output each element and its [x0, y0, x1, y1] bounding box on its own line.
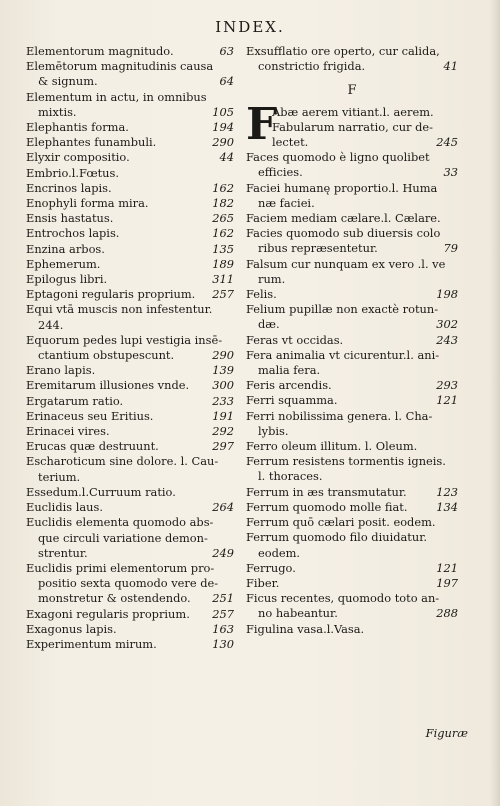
- entry-text: lectet.: [272, 135, 309, 150]
- index-entry: [246, 454, 458, 469]
- index-entry: [246, 424, 458, 439]
- entry-page-number: 297: [212, 439, 234, 454]
- entry-page-number: [230, 454, 234, 469]
- entry-page-number: 290: [212, 135, 234, 150]
- entry-page-number: 302: [436, 317, 458, 332]
- index-entry: [26, 439, 234, 454]
- index-entry: [26, 302, 234, 317]
- entry-text: Ferrum resistens tormentis igneis.: [246, 454, 446, 469]
- index-entry: [246, 241, 458, 256]
- entry-text: Felium pupillæ non exactè rotun-: [246, 302, 439, 317]
- entry-text: Ferro oleum illitum. l. Oleum.: [246, 439, 418, 454]
- index-entry: [246, 439, 458, 454]
- index-entry: [246, 409, 458, 424]
- entry-page-number: [454, 622, 458, 637]
- entry-text: dæ.: [258, 317, 280, 332]
- index-entry: [26, 531, 234, 546]
- index-entry: [26, 226, 234, 241]
- index-entry: [26, 211, 234, 226]
- entry-text: Exagonus lapis.: [26, 621, 117, 636]
- index-entry: [26, 363, 234, 378]
- index-entry: [26, 485, 234, 500]
- entry-text: Euclidis laus.: [26, 500, 103, 515]
- index-entry: [26, 90, 234, 105]
- entry-page-number: 311: [212, 272, 234, 287]
- index-entry: [246, 378, 458, 393]
- entry-text: Experimentum mirum.: [26, 636, 157, 651]
- section-letter: F: [347, 83, 357, 99]
- index-entry: [26, 333, 234, 348]
- entry-text: ribus repræsentetur.: [258, 241, 378, 256]
- entry-text: rum.: [258, 271, 286, 286]
- entry-text: Elementum in actu, in omnibus: [26, 89, 207, 104]
- entry-text: Abæ aerem vitiant.l. aerem.: [272, 104, 434, 119]
- index-entry: [26, 59, 234, 74]
- entry-page-number: 79: [443, 241, 458, 256]
- entry-page-number: 251: [212, 591, 234, 606]
- entry-page-number: 162: [212, 226, 234, 241]
- entry-page-number: 121: [436, 393, 458, 408]
- entry-page-number: [230, 166, 234, 181]
- page-edge-shadow: [490, 0, 500, 806]
- entry-text: Elephantes funambuli.: [26, 135, 157, 150]
- entry-text: Eptagoni regularis proprium.: [26, 287, 196, 302]
- entry-page-number: 139: [212, 363, 234, 378]
- index-entry: [26, 409, 234, 424]
- index-entry: [246, 485, 458, 500]
- entry-text: lybis.: [258, 423, 289, 438]
- index-entry: [246, 591, 458, 606]
- entry-text: Epilogus libri.: [26, 272, 108, 287]
- entry-page-number: 243: [436, 332, 458, 347]
- index-entry: [26, 242, 234, 257]
- entry-page-number: [454, 181, 458, 196]
- entry-text: Ephemerum.: [26, 256, 101, 271]
- right-column: [246, 44, 458, 637]
- index-entry: [246, 622, 458, 637]
- entry-page-number: [454, 226, 458, 241]
- index-entry: [246, 226, 458, 241]
- entry-text: Ficus recentes, quomodo toto an-: [246, 591, 440, 606]
- entry-text: Faciei humanę proportio.l. Huma: [246, 180, 438, 195]
- entry-page-number: 198: [436, 287, 458, 302]
- entry-page-number: 182: [212, 196, 234, 211]
- entry-text: Ferrum in æs transmutatur.: [246, 484, 407, 499]
- entry-page-number: 249: [212, 545, 234, 560]
- entry-page-number: [454, 105, 458, 120]
- index-entry: [26, 166, 234, 181]
- entry-text: malia fera.: [258, 363, 321, 378]
- entry-text: efficies.: [258, 165, 303, 180]
- entry-text: Elementorum magnitudo.: [26, 44, 174, 58]
- entry-text: Elephantis forma.: [26, 120, 129, 135]
- index-entry: [246, 317, 458, 332]
- entry-page-number: 197: [436, 575, 458, 590]
- entry-text: Elemētorum magnitudinis causa: [26, 59, 214, 74]
- index-entry: [26, 394, 234, 409]
- entry-page-number: [230, 90, 234, 105]
- index-entry: [26, 546, 234, 561]
- entry-page-number: 257: [212, 287, 234, 302]
- entry-page-number: [454, 454, 458, 469]
- index-entry: [26, 591, 234, 606]
- entry-page-number: 264: [212, 500, 234, 515]
- entry-text: no habeantur.: [258, 606, 338, 621]
- entry-text: Enzina arbos.: [26, 241, 105, 256]
- entry-text: terium.: [38, 469, 81, 484]
- index-entry: [246, 606, 458, 621]
- entry-page-number: 194: [212, 120, 234, 135]
- index-entry: [246, 333, 458, 348]
- index-entry: [26, 196, 234, 211]
- entry-text: 244.: [38, 317, 64, 332]
- entry-text: Faciem mediam cælare.l. Cælare.: [246, 211, 441, 226]
- entry-text: mixtis.: [38, 104, 77, 119]
- entry-text: Embrio.l.Fœtus.: [26, 165, 119, 180]
- entry-page-number: 105: [212, 104, 234, 119]
- entry-text: Essedum.l.Curruum ratio.: [26, 484, 176, 499]
- entry-page-number: 123: [436, 484, 458, 499]
- entry-text: Erinaceus seu Eritius.: [26, 408, 154, 423]
- index-entry: [26, 622, 234, 637]
- index-entry: [272, 135, 458, 150]
- entry-page-number: 265: [212, 211, 234, 226]
- entry-page-number: 257: [212, 606, 234, 621]
- entry-text: Entrochos lapis.: [26, 226, 120, 241]
- index-entry: [246, 59, 458, 74]
- index-entry: [26, 378, 234, 393]
- entry-text: Faces quomodo è ligno quolibet: [246, 150, 430, 165]
- running-header: INDEX.: [215, 18, 285, 36]
- index-entry: [26, 576, 234, 591]
- entry-text: strentur.: [38, 545, 88, 560]
- entry-text: Encrinos lapis.: [26, 180, 112, 195]
- entry-page-number: [454, 439, 458, 454]
- entry-page-number: 64: [219, 74, 234, 89]
- index-entry: [272, 105, 458, 120]
- entry-page-number: [454, 44, 458, 59]
- entry-text: Erano lapis.: [26, 363, 96, 378]
- entry-text: Ferrum quomodo filo diuidatur.: [246, 530, 428, 545]
- index-entry: [246, 196, 458, 211]
- dropcap-block: [246, 98, 458, 151]
- entry-text: Ensis hastatus.: [26, 211, 114, 226]
- entry-text: Facies quomodo sub diuersis colo: [246, 226, 441, 241]
- index-entry: [26, 515, 234, 530]
- index-entry: [26, 44, 234, 59]
- entry-text: næ faciei.: [258, 195, 315, 210]
- entry-page-number: 135: [212, 241, 234, 256]
- entry-text: Exagoni regularis proprium.: [26, 606, 190, 621]
- index-entry: [246, 272, 458, 287]
- entry-text: Ferrum quō cælari posit. eodem.: [246, 515, 436, 530]
- entry-page-number: 293: [436, 378, 458, 393]
- left-column: [26, 44, 234, 652]
- entry-page-number: [230, 59, 234, 74]
- index-entry: [26, 637, 234, 652]
- entry-text: & signum.: [38, 74, 98, 89]
- entry-text: Ergatarum ratio.: [26, 393, 124, 408]
- index-entry: [26, 470, 234, 485]
- catchword: Figuræ: [425, 726, 468, 740]
- entry-page-number: 292: [212, 424, 234, 439]
- entry-text: Feris arcendis.: [246, 378, 332, 393]
- index-entry: [246, 211, 458, 226]
- index-entry: [26, 272, 234, 287]
- entry-text: Ferrugo.: [246, 560, 296, 575]
- entry-text: Figulina vasa.l.Vasa.: [246, 621, 365, 636]
- entry-text: eodem.: [258, 545, 301, 560]
- index-entry: [26, 454, 234, 469]
- entry-text: Erinacei vires.: [26, 424, 110, 439]
- entry-page-number: 44: [219, 150, 234, 165]
- entry-text: Euclidis primi elementorum pro-: [26, 560, 215, 575]
- entry-text: Felis.: [246, 287, 277, 302]
- entry-page-number: [454, 150, 458, 165]
- index-entry: [246, 576, 458, 591]
- index-entry: [26, 181, 234, 196]
- index-entry: [26, 348, 234, 363]
- dropcap-lines: [272, 105, 458, 151]
- index-entry: [246, 165, 458, 180]
- entry-page-number: [230, 302, 234, 317]
- entry-text: Eremitarum illusiones vnde.: [26, 378, 190, 393]
- entry-text: Enophyli forma mira.: [26, 196, 149, 211]
- right-top-entries: [246, 44, 458, 74]
- entry-page-number: [454, 591, 458, 606]
- entry-page-number: [230, 561, 234, 576]
- entry-page-number: 290: [212, 348, 234, 363]
- entry-page-number: 33: [443, 165, 458, 180]
- index-entry: [246, 287, 458, 302]
- entry-text: l. thoraces.: [258, 469, 323, 484]
- entry-text: Erucas quæ destruunt.: [26, 439, 159, 454]
- index-entry: [26, 135, 234, 150]
- index-entry: [246, 561, 458, 576]
- index-entry: [26, 257, 234, 272]
- entry-text: Feras vt occidas.: [246, 332, 344, 347]
- entry-text: Falsum cur nunquam ex vero .l. ve: [246, 256, 446, 271]
- index-entry: [246, 363, 458, 378]
- entry-text: Elyxir compositio.: [26, 150, 130, 165]
- entry-text: Fabularum narratio, cur de-: [272, 119, 433, 134]
- entry-page-number: [454, 211, 458, 226]
- entry-page-number: [454, 530, 458, 545]
- entry-text: positio sexta quomodo vere de-: [38, 576, 219, 591]
- entry-page-number: 288: [436, 606, 458, 621]
- entry-page-number: [454, 409, 458, 424]
- entry-page-number: 245: [436, 135, 458, 150]
- entry-page-number: 41: [443, 59, 458, 74]
- entry-text: Ferri nobilissima genera. l. Cha-: [246, 408, 433, 423]
- index-entry: [246, 348, 458, 363]
- index-entry: [26, 120, 234, 135]
- index-entry: [246, 44, 458, 59]
- index-entry: [246, 469, 458, 484]
- index-entry: [26, 561, 234, 576]
- index-entry: [272, 120, 458, 135]
- entry-page-number: [454, 515, 458, 530]
- entry-text: Fera animalia vt cicurentur.l. ani-: [246, 347, 440, 362]
- entry-page-number: 63: [219, 44, 234, 58]
- index-entry: [26, 74, 234, 89]
- index-entry: [26, 424, 234, 439]
- entry-text: Equi vtā muscis non infestentur.: [26, 302, 213, 317]
- index-entry: [26, 287, 234, 302]
- entry-text: Ferri squamma.: [246, 393, 338, 408]
- index-entry: [246, 546, 458, 561]
- entry-page-number: [454, 302, 458, 317]
- entry-text: Exsufflatio ore operto, cur calida,: [246, 44, 440, 58]
- index-entry: [26, 150, 234, 165]
- entry-page-number: 300: [212, 378, 234, 393]
- index-entry: [246, 181, 458, 196]
- index-entry: [246, 302, 458, 317]
- entry-page-number: 134: [436, 499, 458, 514]
- entry-page-number: [454, 257, 458, 272]
- index-entry: [246, 393, 458, 408]
- index-entry: [26, 500, 234, 515]
- entry-text: Ferrum quomodo molle fiat.: [246, 499, 408, 514]
- entry-text: Escharoticum sine dolore. l. Cau-: [26, 454, 219, 469]
- right-column-entries: [246, 150, 458, 637]
- entry-text: Euclidis elementa quomodo abs-: [26, 515, 214, 530]
- entry-page-number: 189: [212, 256, 234, 271]
- entry-page-number: [454, 120, 458, 135]
- index-entry: [246, 257, 458, 272]
- index-entry: [246, 515, 458, 530]
- entry-page-number: 162: [212, 180, 234, 195]
- entry-page-number: [230, 515, 234, 530]
- index-entry: [26, 318, 234, 333]
- index-entry: [246, 530, 458, 545]
- entry-page-number: [230, 333, 234, 348]
- drop-cap-letter: F: [246, 98, 278, 150]
- index-entry: [26, 105, 234, 120]
- entry-page-number: [230, 485, 234, 500]
- index-entry: [26, 607, 234, 622]
- entry-page-number: [454, 348, 458, 363]
- entry-text: monstretur & ostendendo.: [38, 591, 191, 606]
- entry-text: Fiber.: [246, 575, 280, 590]
- entry-text: constrictio frigida.: [258, 59, 366, 74]
- entry-text: Equorum pedes lupi vestigia insē-: [26, 332, 223, 347]
- entry-page-number: 191: [212, 408, 234, 423]
- entry-page-number: 130: [212, 636, 234, 651]
- entry-text: que circuli variatione demon-: [38, 530, 208, 545]
- entry-page-number: 233: [212, 393, 234, 408]
- entry-page-number: 163: [212, 621, 234, 636]
- index-entry: [246, 500, 458, 515]
- entry-text: ctantium obstupescunt.: [38, 348, 175, 363]
- entry-page-number: 121: [436, 560, 458, 575]
- index-entry: [246, 150, 458, 165]
